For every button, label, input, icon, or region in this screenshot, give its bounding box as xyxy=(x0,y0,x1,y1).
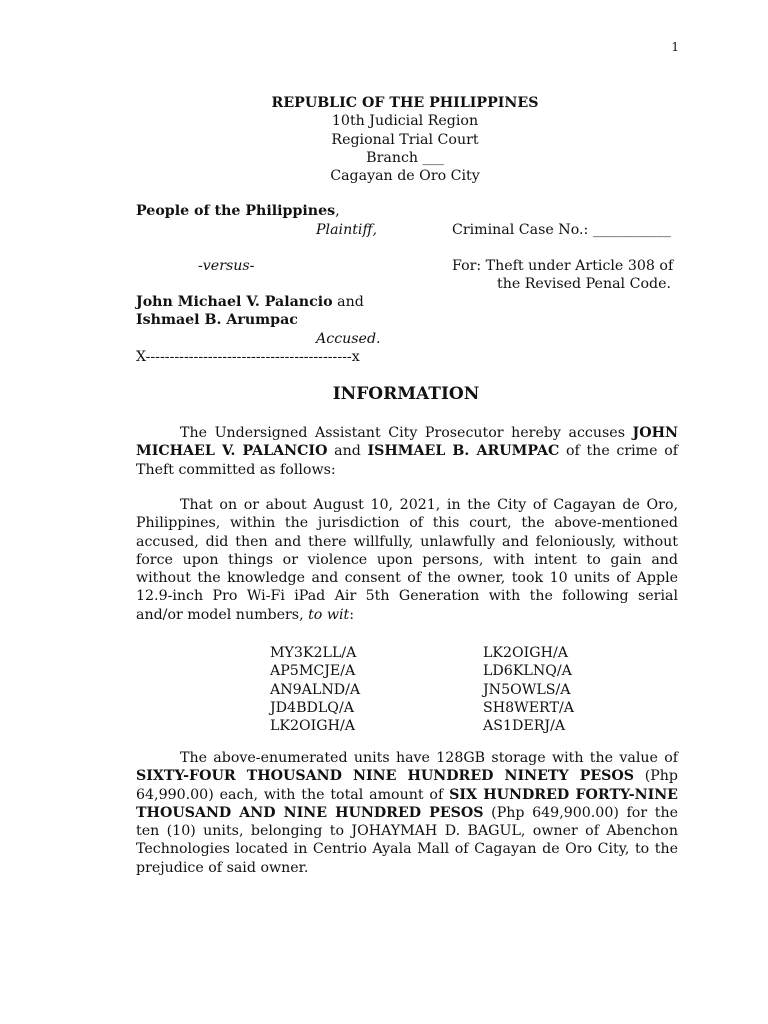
header-court: Regional Trial Court xyxy=(331,131,479,148)
serial-row xyxy=(270,662,623,680)
header-judicial-region: 10th Judicial Region xyxy=(331,113,479,130)
paragraph-value xyxy=(136,749,678,877)
paragraph-accusation xyxy=(136,424,678,479)
caption-separator: X-------------------------------------------x xyxy=(136,349,360,365)
serial-row xyxy=(270,717,623,735)
plaintiff-comma: , xyxy=(335,203,340,219)
para1-accused-2: ISHMAEL B. ARUMPAC xyxy=(367,443,560,460)
para1-text-1: The Undersigned Assistant City Prosecutor hereby accuses xyxy=(180,425,633,441)
document-title: INFORMATION xyxy=(332,384,480,404)
para2-end: : xyxy=(349,606,355,623)
charge-line-2: the Revised Penal Code. xyxy=(497,276,671,292)
header-republic: REPUBLIC OF THE PHILIPPINES xyxy=(271,95,539,111)
paragraph-facts xyxy=(136,496,678,624)
para3-text-2: (Php 64,990.00) each, with the total amount of xyxy=(136,768,679,803)
para3-text-1: The above-enumerated units have 128GB storage with the value of xyxy=(180,750,678,766)
accused-name-2: Ishmael B. Arumpac xyxy=(136,312,298,328)
para3-unit-value: SIXTY-FOUR THOUSAND NINE HUNDRED NINETY PESOS xyxy=(136,768,635,785)
plaintiff-line xyxy=(136,203,340,219)
versus-label: -versus- xyxy=(198,258,255,274)
serial-number: JD4BDLQ/A xyxy=(270,699,354,716)
serial-number: AN9ALND/A xyxy=(270,681,361,698)
accused-line-1 xyxy=(136,294,364,310)
plaintiff-name: People of the Philippines xyxy=(136,203,336,219)
serial-number: AS1DERJ/A xyxy=(483,718,566,735)
criminal-case-no: Criminal Case No.: ___________ xyxy=(452,222,671,238)
para1-text-2: and xyxy=(327,443,368,460)
accused-name-1: John Michael V. Palancio xyxy=(136,294,333,310)
para1-text-3: of the crime of Theft committed as follows: xyxy=(136,443,679,478)
serial-number: LK2OIGH/A xyxy=(483,645,569,661)
para1-accused-1: JOHN MICHAEL V. PALANCIO xyxy=(136,425,678,460)
serial-number: JN5OWLS/A xyxy=(483,681,571,698)
serial-number: LK2OIGH/A xyxy=(270,718,356,735)
plaintiff-role: Plaintiff, xyxy=(316,222,378,238)
serial-number: SH8WERT/A xyxy=(483,699,574,716)
court-header xyxy=(0,94,768,185)
para2-text: That on or about August 10, 2021, in the City of Cagayan de Oro, Philippines, within the jurisdiction of this court, the above-mentioned accused, did then and there willfully, unlawfully and feloniously, without force upon things or violence upon persons, with intent to gain and without the knowledge and consent of the owner, took 10 units of Apple 12.9-inch Pro Wi-Fi iPad Air 5th Generation with the following serial and/or model numbers, xyxy=(136,497,678,623)
para2-to-wit: to wit xyxy=(308,606,350,623)
serial-number-list xyxy=(270,644,623,735)
page-number: 1 xyxy=(671,40,679,54)
serial-number: AP5MCJE/A xyxy=(270,663,356,680)
serial-row xyxy=(270,681,623,699)
accused-and: and xyxy=(332,294,364,310)
para3-total-value: SIX HUNDRED FORTY-NINE THOUSAND AND NINE HUNDRED PESOS xyxy=(136,786,678,821)
serial-number: MY3K2LL/A xyxy=(270,645,357,661)
serial-number: LD6KLNQ/A xyxy=(483,663,572,680)
accused-role: Accused. xyxy=(316,331,381,347)
charge-line-1: For: Theft under Article 308 of xyxy=(452,258,674,274)
serial-row xyxy=(270,699,623,717)
para3-text-3: (Php 649,900.00) for the ten (10) units, belonging to JOHAYMAH D. BAGUL, owner of Abenchon Technologies located in Centrio Ayala Mall of Cagayan de Oro City, to the prejudice of said owner. xyxy=(136,804,679,876)
header-city: Cagayan de Oro City xyxy=(330,168,480,185)
serial-row xyxy=(270,644,623,662)
header-branch: Branch ___ xyxy=(366,149,444,166)
